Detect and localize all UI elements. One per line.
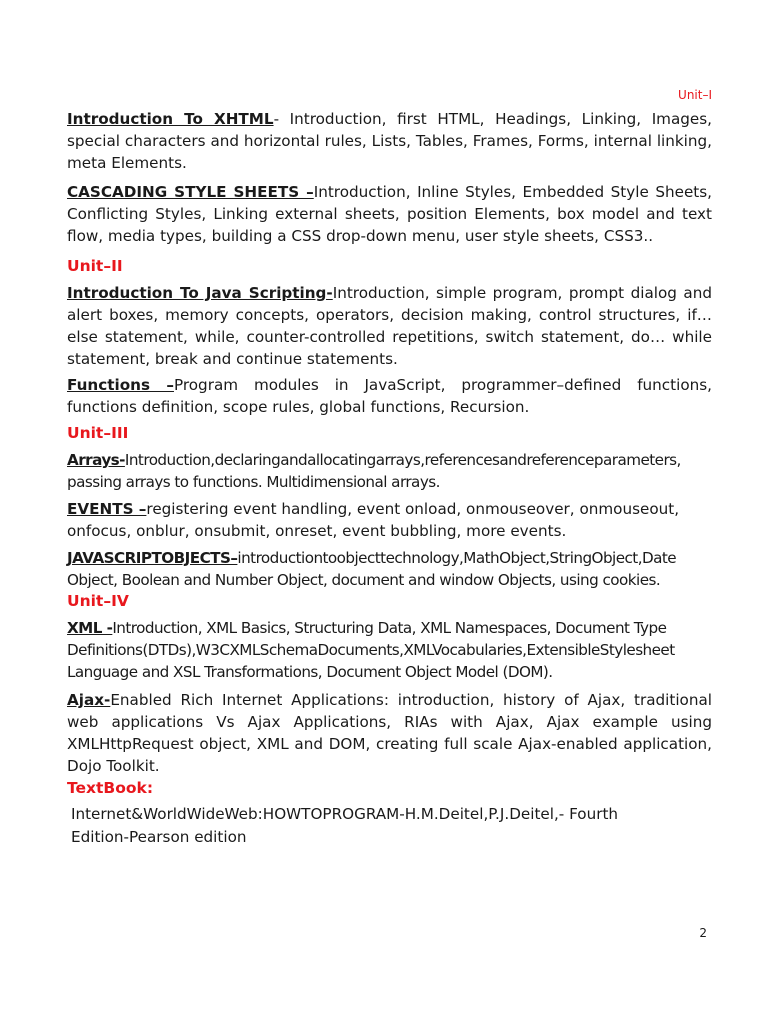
page-number: 2 — [699, 926, 707, 940]
functions-section — [67, 374, 712, 418]
unit-3-label: Unit–III — [67, 424, 129, 442]
textbook-line-1: Internet&WorldWideWeb:HOWTOPROGRAM-H.M.Deitel,P.J.Deitel,- Fourth — [71, 805, 619, 823]
ajax-heading: Ajax- — [67, 691, 111, 709]
ajax-body: Enabled Rich Internet Applications: introduction, history of Ajax, traditional web applications Vs Ajax Applications, RIAs with Ajax, Ajax example using XMLHttpRequest object, XML and DOM, creating full scale Ajax-enabled application, Dojo Toolkit. — [67, 691, 712, 775]
xml-body: Introduction, XML Basics, Structuring Data, XML Namespaces, Document Type Definitions(DTDs),W3CXMLSchemaDocuments,XMLVocabularies,ExtensibleStylesheet Language and XSL Transformations, Document Object Model (DOM). — [67, 619, 675, 681]
xml-heading: XML - — [67, 619, 113, 637]
xhtml-heading: Introduction To XHTML — [67, 110, 274, 128]
jsobjects-body: introductiontoobjecttechnology,MathObject,StringObject,Date Object, Boolean and Number Object, document and window Objects, using cookies. — [67, 549, 677, 589]
arrays-section — [67, 449, 712, 493]
css-section — [67, 181, 712, 247]
unit-4-label: Unit–IV — [67, 592, 129, 610]
ajax-section — [67, 689, 712, 777]
arrays-body: Introduction,declaringandallocatingarrays,referencesandreferenceparameters, passing arrays to functions. Multidimensional arrays. — [67, 451, 681, 491]
jsobjects-section — [67, 547, 712, 591]
xhtml-body: - Introduction, first HTML, Headings, Linking, Images, special characters and horizontal rules, Lists, Tables, Frames, Forms, internal linking, meta Elements. — [67, 110, 713, 172]
xml-section — [67, 617, 712, 683]
textbook-label: TextBook: — [67, 779, 154, 797]
unit-1-label: Unit–I — [678, 88, 712, 102]
functions-heading: Functions – — [67, 376, 174, 394]
events-heading: EVENTS – — [67, 500, 147, 518]
javascript-section — [67, 282, 712, 370]
javascript-body: Introduction, simple program, prompt dialog and alert boxes, memory concepts, operators, decision making, control structures, if… else statement, while, counter-controlled repetitions, switch statement, do… while statement, break and continue statements. — [67, 284, 712, 368]
functions-body: Program modules in JavaScript, programmer–defined functions, functions definition, scope rules, global functions, Recursion. — [67, 376, 712, 416]
unit-2-label: Unit–II — [67, 257, 123, 275]
javascript-heading: Introduction To Java Scripting- — [67, 284, 333, 302]
css-heading: CASCADING STYLE SHEETS – — [67, 183, 314, 201]
xhtml-section — [67, 108, 712, 174]
css-body: Introduction, Inline Styles, Embedded Style Sheets, Conflicting Styles, Linking external sheets, position Elements, box model and text flow, media types, building a CSS drop-down menu, user style sheets, CSS3.. — [67, 183, 712, 245]
arrays-heading: Arrays- — [67, 451, 125, 469]
jsobjects-heading: JAVASCRIPTOBJECTS– — [67, 549, 238, 567]
events-body: registering event handling, event onload, onmouseover, onmouseout, onfocus, onblur, onsubmit, onreset, event bubbling, more events. — [67, 500, 680, 540]
textbook-line-2: Edition-Pearson edition — [71, 828, 247, 846]
events-section — [67, 498, 712, 542]
